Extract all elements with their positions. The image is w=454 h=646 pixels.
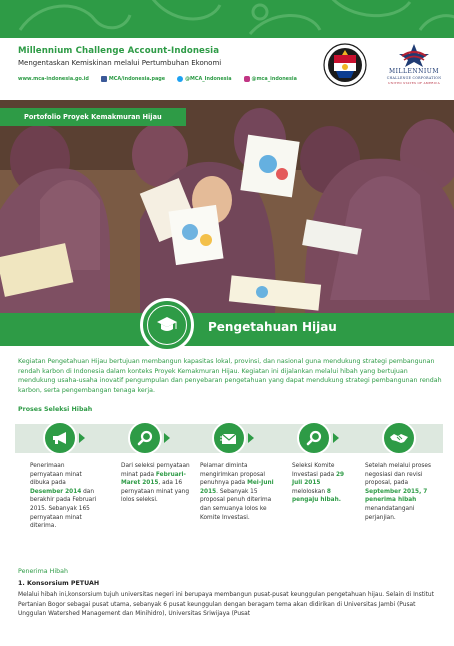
students-reading-illustration xyxy=(0,100,454,313)
instagram-icon xyxy=(244,76,250,82)
org-title: Millennium Challenge Account-Indonesia xyxy=(18,46,220,56)
step-arrow xyxy=(79,433,85,443)
facebook-icon xyxy=(101,76,107,82)
megaphone-icon xyxy=(51,431,69,445)
recipient-body: Melalui hibah ini,konsorsium tujuh universitas negeri ini berupaya membangun pusat-pusat keunggulan pengetahuan hijau. Selain di Institut Pertanian Bogor sebagai pusat utama, sebanyak 6 pusat keunggulan dengan beragam tema akan didirikan di Universitas Jambi (Pusat Unggulan Watershed Management dan Minihidro), Universitas Sriwijaya (Pusat xyxy=(18,592,434,618)
step-arrow xyxy=(333,433,339,443)
website-label: www.mca-indonesia.go.id xyxy=(18,76,89,82)
step-2-text: Dari seleksi pernyataan minat pada Februari-Maret 2015, ada 16 pernyataan minat yang lolos seleksi. xyxy=(121,463,190,504)
envelope-icon xyxy=(220,431,238,445)
step-arrow xyxy=(164,433,170,443)
step-4-badge xyxy=(297,421,331,455)
step-arrow xyxy=(248,433,254,443)
twitter-label: @MCA_Indonesia xyxy=(185,76,232,82)
step-2-badge xyxy=(128,421,162,455)
step-5-text: Setelah melalui proses negosiasi dan revisi proposal, pada September 2015, 7 penerima hibah menandatangani perjanjian. xyxy=(365,463,431,521)
recipients-heading: Penerima Hibah xyxy=(18,568,68,575)
graduation-cap-icon xyxy=(156,315,178,335)
step-3-text: Pelamar diminta mengirimkan proposal penuhnya pada Mei-Juni 2015. Sebanyak 15 proposal penuh diterima dan semuanya lolos ke Komite Investasi. xyxy=(200,463,274,521)
step-3-badge xyxy=(212,421,246,455)
website-link[interactable] xyxy=(18,76,89,82)
handshake-icon xyxy=(389,431,409,445)
intro-paragraph: Kegiatan Pengetahuan Hijau bertujuan membangun kapasitas lokal, provinsi, dan nasional guna mendukung strategi pembangunan rendah karbon di Indonesia dalam konteks Proyek Kemakmuran Hijau. Kegiatan ini dijalankan melalui hibah yang bertujuan mendukung usaha-usaha inovatif pengumpulan dan penyebaran pengetahuan yang dapat mendukung strategi pembangunan rendah karbon, serta pengembangan tenaga kerja. xyxy=(18,358,442,394)
recipient-subheading: 1. Konsorsium PETUAH xyxy=(18,580,100,587)
mcc-logo xyxy=(382,42,446,92)
hero-photo xyxy=(0,100,454,313)
section-title: Pengetahuan Hijau xyxy=(208,320,337,334)
mcc-star-icon xyxy=(382,42,446,68)
facebook-label: MCA/indonesia.page xyxy=(108,76,166,82)
swirl-pattern xyxy=(0,0,454,38)
process-heading: Proses Seleksi Hibah xyxy=(18,406,93,413)
facebook-link[interactable] xyxy=(101,76,165,82)
mcc-logo-line1: MILLENNIUM xyxy=(389,68,439,75)
contact-row xyxy=(18,76,309,82)
step-1-text: Penerimaan pernyataan minat dibuka pada Desember 2014 dan berakhir pada Februari 2015. Sebanyak 165 pernyataan minat diterima. xyxy=(30,463,97,530)
twitter-link[interactable] xyxy=(177,76,231,82)
step-1-badge xyxy=(43,421,77,455)
magnifier-icon xyxy=(306,430,322,446)
portfolio-tag: Portofolio Proyek Kemakmuran Hijau xyxy=(0,108,186,126)
mcc-logo-line3: UNITED STATES OF AMERICA xyxy=(388,81,440,85)
instagram-label: @mca_indonesia xyxy=(251,76,297,82)
org-subtitle: Mengentaskan Kemiskinan melalui Pertumbuhan Ekonomi xyxy=(18,59,222,67)
mcc-logo-line2: CHALLENGE CORPORATION xyxy=(386,76,442,80)
mca-indonesia-logo xyxy=(322,42,368,88)
twitter-icon xyxy=(177,76,183,82)
top-decorative-band xyxy=(0,0,454,38)
header xyxy=(0,38,454,100)
step-4-text: Seleksi Komite Investasi pada 29 Juli 2015 meloloskan 8 pengaju hibah. xyxy=(292,463,345,504)
magnifier-icon xyxy=(137,430,153,446)
step-5-badge xyxy=(382,421,416,455)
instagram-link[interactable] xyxy=(244,76,297,82)
title-badge xyxy=(140,298,194,352)
